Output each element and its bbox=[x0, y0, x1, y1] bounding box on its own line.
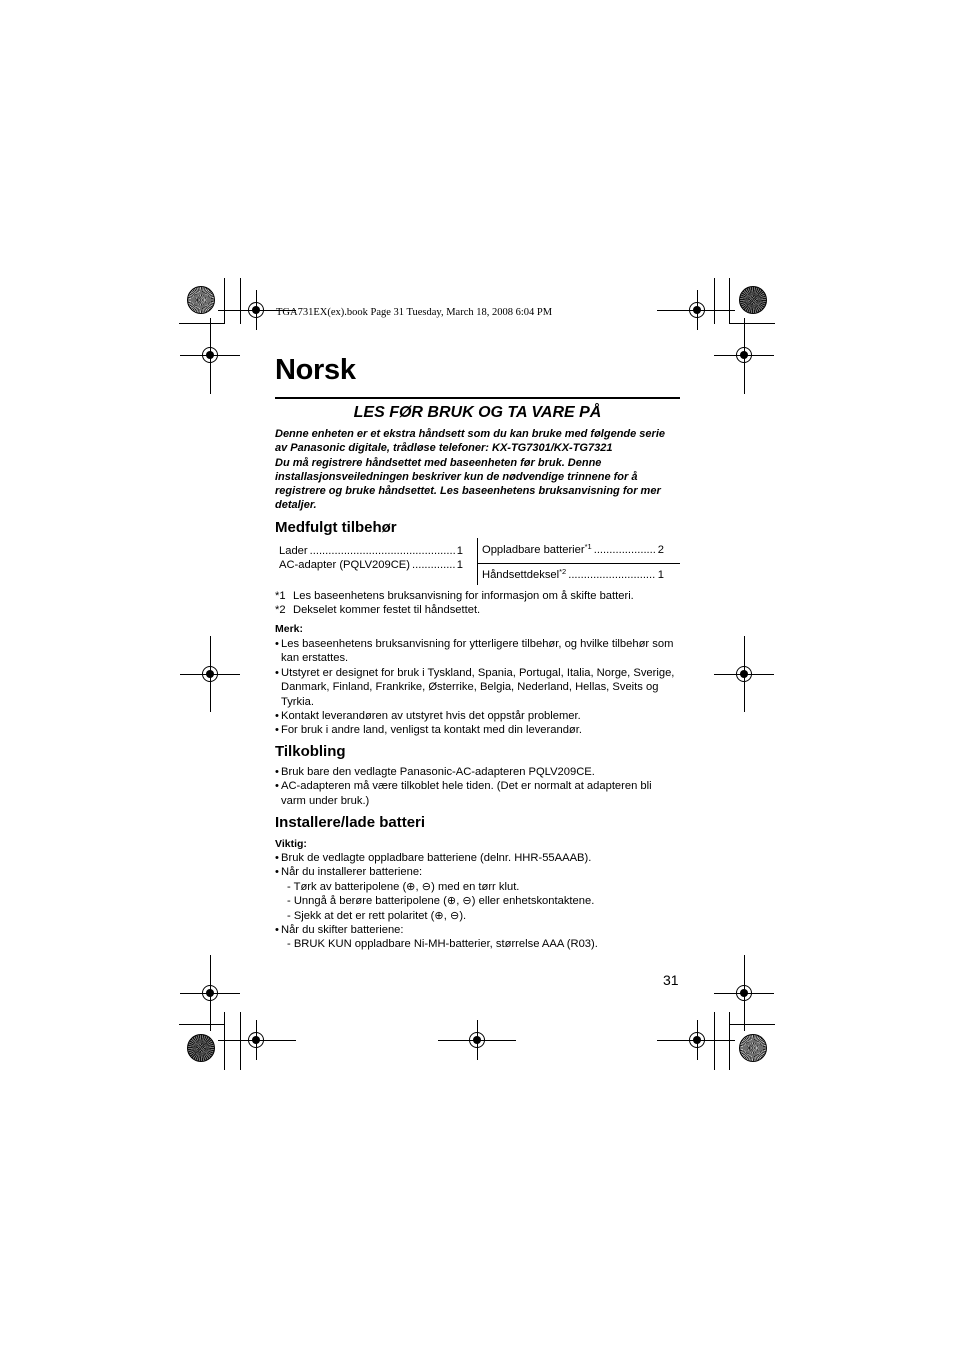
crosshair-icon bbox=[469, 1032, 485, 1048]
crosshair-icon bbox=[202, 985, 218, 1001]
crosshair-icon bbox=[202, 347, 218, 363]
color-target-icon bbox=[739, 286, 767, 314]
page-title: Norsk bbox=[275, 354, 356, 386]
color-target-icon bbox=[739, 1034, 767, 1062]
accessory-qty: 1 bbox=[657, 569, 664, 581]
footnote-mark: *2 bbox=[275, 604, 286, 617]
list-item: • Les baseenhetens bruksanvisning for ytterligere tilbehør, og hvilke tilbehør som kan erstattes. bbox=[275, 637, 687, 666]
intro-line: Du må registrere håndsettet med baseenheten før bruk. Denne bbox=[275, 456, 602, 469]
list-item: • Bruk bare den vedlagte Panasonic-AC-adapteren PQLV209CE. bbox=[275, 765, 687, 779]
footnote-ref: *2 bbox=[559, 567, 567, 576]
sub-item: - Unngå å berøre batteripolene (⊕, ⊖) eller enhetskontaktene. bbox=[287, 895, 595, 908]
list-item: • Bruk de vedlagte oppladbare batteriene (delnr. HHR-55AAAB). bbox=[275, 851, 687, 865]
footnote-mark: *1 bbox=[275, 590, 286, 602]
crosshair-icon bbox=[736, 666, 752, 682]
crosshair-icon bbox=[736, 985, 752, 1001]
accessory-item bbox=[482, 543, 664, 557]
list-item: • Når du skifter batteriene: - BRUK KUN oppladbare Ni-MH-batterier, størrelse AAA (R03). bbox=[275, 923, 687, 952]
crosshair-icon bbox=[689, 1032, 705, 1048]
footnotes bbox=[275, 589, 685, 618]
crosshair-icon bbox=[736, 347, 752, 363]
footnote-ref: *1 bbox=[584, 542, 592, 551]
accessory-item bbox=[279, 558, 463, 572]
page-number: 31 bbox=[663, 972, 679, 988]
intro-line: installasjonsveiledningen beskriver kun de nødvendige trinnene for å bbox=[275, 470, 638, 483]
connection-list bbox=[275, 765, 687, 808]
color-target-icon bbox=[187, 286, 215, 314]
table-divider bbox=[477, 538, 478, 585]
crosshair-icon bbox=[689, 302, 705, 318]
crosshair-icon bbox=[248, 1032, 264, 1048]
sub-item: - BRUK KUN oppladbare Ni-MH-batterier, størrelse AAA (R03). bbox=[287, 938, 598, 951]
crosshair-icon bbox=[202, 666, 218, 682]
intro-line: detaljer. bbox=[275, 499, 317, 512]
footnote-text: Les baseenhetens bruksanvisning for informasjon om å skifte batteri. bbox=[293, 590, 634, 602]
accessory-qty: 2 bbox=[657, 544, 664, 556]
note-label: Merk: bbox=[275, 623, 304, 635]
book-header: TGA731EX(ex).book Page 31 Tuesday, March 18, 2008 6:04 PM bbox=[276, 307, 553, 318]
crosshair-icon bbox=[248, 302, 264, 318]
list-item: • Når du installerer batteriene: - Tørk av batteripolene (⊕, ⊖) med en tørr klut. - Unngå å berøre batteripolene (⊕, ⊖) eller enhetskontaktene. - Sjekk at det er rett polaritet (⊕, ⊖). bbox=[275, 865, 687, 923]
intro-line: av Panasonic digitale, trådløse telefoner: KX-TG7301/KX-TG7321 bbox=[275, 442, 613, 455]
color-target-icon bbox=[187, 1034, 215, 1062]
section-heading: LES FØR BRUK OG TA VARE PÅ bbox=[353, 404, 602, 421]
accessory-item bbox=[279, 544, 463, 558]
important-label: Viktig: bbox=[275, 838, 307, 850]
accessory-item bbox=[482, 568, 664, 582]
accessory-label: AC-adapter (PQLV209CE) bbox=[279, 559, 410, 572]
intro-paragraph bbox=[275, 427, 685, 513]
accessories-heading: Medfulgt tilbehør bbox=[275, 519, 397, 536]
sub-item: - Tørk av batteripolene (⊕, ⊖) med en tørr klut. bbox=[287, 880, 520, 893]
footnote-text: Dekselet kommer festet til håndsettet. bbox=[293, 604, 481, 617]
list-item: • AC-adapteren må være tilkoblet hele tiden. (Det er normalt at adapteren bli varm under bruk.) bbox=[275, 779, 687, 808]
battery-heading: Installere/lade batteri bbox=[275, 814, 426, 831]
list-item: • Kontakt leverandøren av utstyret hvis det oppstår problemer. bbox=[275, 709, 687, 723]
sub-item: - Sjekk at det er rett polaritet (⊕, ⊖). bbox=[287, 909, 467, 922]
footnote bbox=[275, 589, 685, 603]
intro-line: registrere og bruke håndsettet. Les baseenhetens bruksanvisning for mer bbox=[275, 485, 661, 498]
accessory-label: Håndsettdeksel bbox=[482, 569, 560, 581]
notes-list bbox=[275, 637, 687, 738]
connection-heading: Tilkobling bbox=[275, 743, 346, 760]
battery-list bbox=[275, 851, 687, 952]
title-divider bbox=[275, 397, 680, 399]
intro-line: Denne enheten er et ekstra håndsett som du kan bruke med følgende serie bbox=[275, 428, 666, 440]
accessories-left-list bbox=[279, 544, 463, 573]
list-item: • Utstyret er designet for bruk i Tyskland, Spania, Portugal, Italia, Norge, Sverige, Danmark, Finland, Frankrike, Østerrike, Belgia, Nederland, Hellas, Sveits og Tyrkia. bbox=[275, 666, 687, 709]
accessory-qty: 1 bbox=[456, 559, 463, 572]
accessory-label: Lader bbox=[279, 545, 308, 557]
list-item: • For bruk i andre land, venligst ta kontakt med din leverandør. bbox=[275, 723, 687, 737]
accessory-label: Oppladbare batterier bbox=[482, 544, 585, 556]
footnote bbox=[275, 603, 685, 617]
accessory-qty: 1 bbox=[456, 545, 463, 557]
table-divider bbox=[477, 563, 680, 564]
